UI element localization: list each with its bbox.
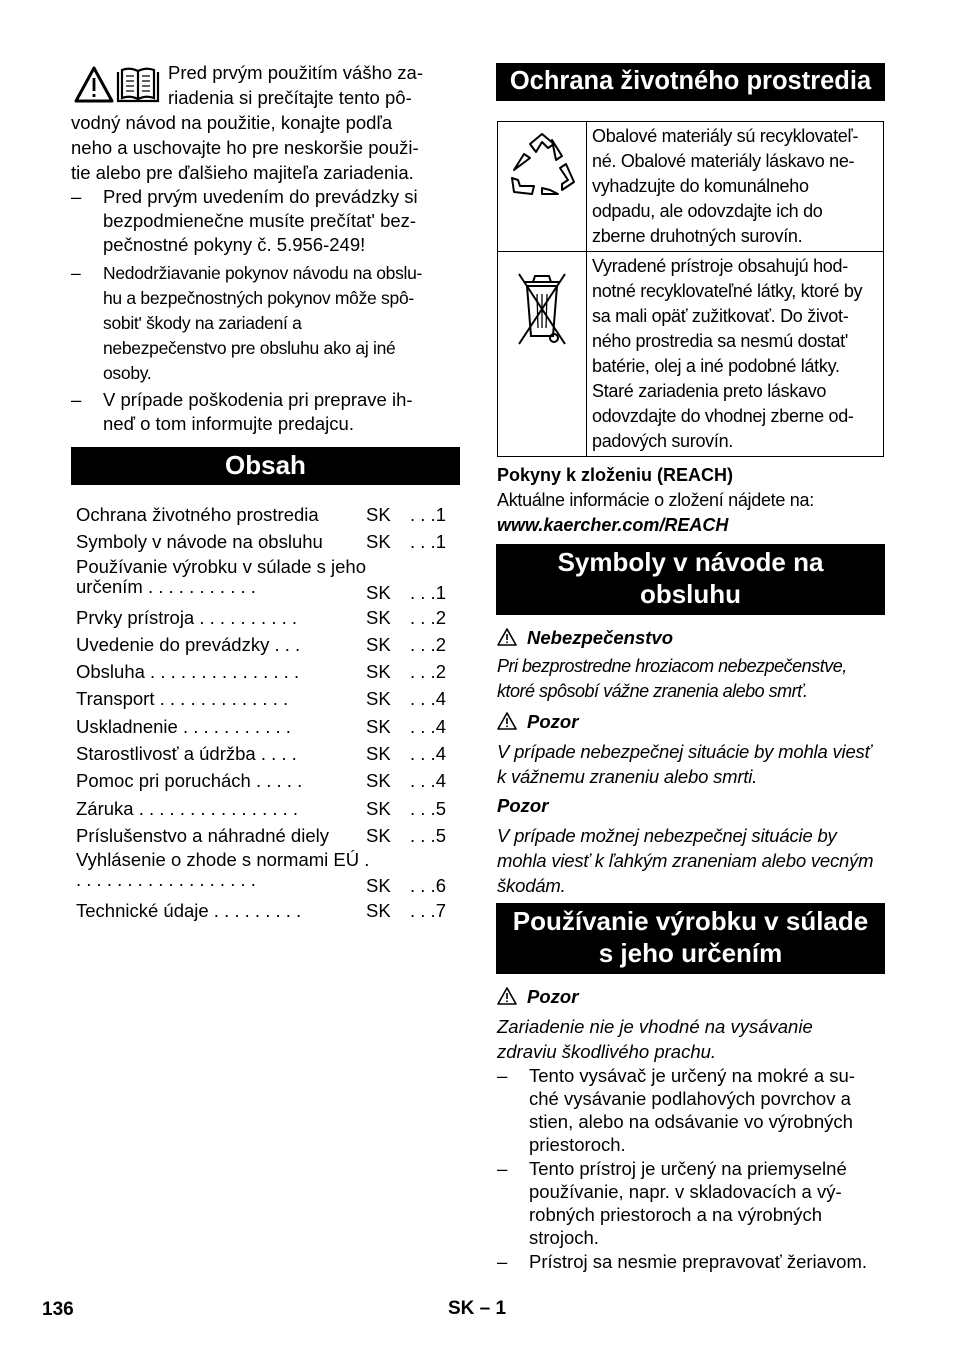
- recycle-icon-cell: [498, 122, 587, 252]
- toc-lang: SK: [366, 606, 391, 628]
- list-item-line: osoby.: [103, 363, 152, 383]
- list-item-line: – Tento vysávač je určený na mokré a su-: [529, 1065, 855, 1086]
- toc-page: . . .4: [410, 688, 446, 710]
- list-item-line: pečnostné pokyny č. 5.956-249!: [103, 234, 366, 255]
- symbols-heading-line: obsluhu: [639, 579, 742, 609]
- toc-title: Transport . . . . . . . . . . . . .: [76, 688, 289, 710]
- toc-entry[interactable]: [76, 557, 456, 605]
- toc-entry[interactable]: [76, 898, 456, 925]
- toc-title: Prvky prístroja . . . . . . . . . .: [76, 606, 298, 628]
- toc-entry[interactable]: [76, 686, 456, 713]
- caution-line: k vážnemu zraneniu alebo smrti.: [497, 766, 758, 787]
- toc-lang: SK: [366, 504, 391, 525]
- toc-title: Ochrana životného prostredia: [76, 504, 319, 525]
- note-heading: Pozor: [497, 795, 549, 816]
- recycle-line: zberne druhotných surovín.: [592, 226, 803, 246]
- usage-heading: [496, 903, 885, 974]
- recycle-line: Obalové materiály sú recyklovateľ-: [592, 126, 859, 146]
- intro-list: [71, 185, 471, 260]
- environment-heading: Ochrana životného prostredia: [496, 63, 885, 101]
- table-row: [498, 252, 884, 457]
- toc-title: Technické údaje . . . . . . . . .: [76, 900, 302, 922]
- toc-page: . . .1: [410, 531, 446, 553]
- toc-entry[interactable]: [76, 768, 456, 795]
- toc-title: Vyhlásenie o zhode s normami EÚ . . . . . . . . . . . . . . . . . . .: [76, 850, 370, 891]
- intro-line: vodný návod na použitie, konajte podľa: [71, 112, 393, 133]
- toc-entry[interactable]: [76, 714, 456, 741]
- list-item-line: – Nedodržiavanie pokynov návodu na obslu-: [103, 263, 423, 283]
- recycle-text: [587, 122, 884, 252]
- bin-icon-cell: [498, 252, 587, 457]
- caution-label: Pozor: [527, 711, 579, 732]
- section-page-label: SK – 1: [448, 1298, 507, 1319]
- list-item: [497, 1064, 889, 1156]
- caution-heading: [497, 710, 578, 734]
- toc-title: Symboly v návode na obsluhu: [76, 531, 323, 553]
- list-item: [497, 1157, 889, 1249]
- toc-entry[interactable]: [76, 796, 456, 823]
- recycle-line: vyhadzujte do komunálneho: [592, 176, 809, 196]
- toc-page: . . .2: [410, 606, 446, 628]
- note-line: V prípade možnej nebezpečnej situácie by: [497, 825, 837, 846]
- toc-title: Uvedenie do prevádzky . . .: [76, 633, 301, 655]
- usage-caution-line: zdraviu škodlivého prachu.: [497, 1041, 717, 1062]
- environment-table: [497, 121, 884, 457]
- toc-title: Príslušenstvo a náhradné diely: [76, 824, 329, 846]
- usage-heading-line: s jeho určením: [598, 938, 783, 968]
- list-item-line: používanie, napr. v skladovacích a vý-: [529, 1181, 842, 1202]
- symbols-heading-line: Symboly v návode na: [557, 547, 824, 577]
- list-item-line: stien, alebo na odsávanie vo výrobných: [529, 1111, 853, 1132]
- list-item-line: strojoch.: [529, 1227, 599, 1248]
- toc-page: . . .7: [410, 900, 446, 922]
- intro-paragraph: [71, 60, 471, 185]
- toc-entry[interactable]: [76, 659, 456, 686]
- disposal-line: Vyradené prístroje obsahujú hod-: [592, 256, 848, 276]
- toc-lang: SK: [366, 875, 391, 897]
- toc-page: . . .2: [410, 633, 446, 655]
- crossed-bin-icon: [507, 264, 577, 354]
- toc-entry[interactable]: [76, 632, 456, 659]
- reach-text: Aktuálne informácie o zložení nájdete na:: [497, 490, 814, 510]
- intro-line: riadenia si prečítajte tento pô-: [168, 87, 412, 108]
- caution-line: V prípade nebezpečnej situácie by mohla viesť: [497, 741, 871, 762]
- intro-line: neho a uschovajte ho pre neskoršie použi-: [71, 137, 419, 158]
- toc-page: . . .4: [410, 743, 446, 765]
- intro-list: [71, 261, 471, 386]
- toc-page: . . .1: [410, 581, 446, 603]
- toc-page: . . .6: [410, 875, 446, 897]
- usage-caution-label: Pozor: [527, 986, 579, 1007]
- warning-triangle-icon: [497, 712, 517, 730]
- list-item: [71, 261, 471, 386]
- list-item-line: ché vysávanie podlahových povrchov a: [529, 1088, 851, 1109]
- recycle-icon: [502, 122, 582, 232]
- disposal-line: batérie, olej a iné podobné látky.: [592, 356, 840, 376]
- toc-lang: SK: [366, 715, 391, 737]
- toc-lang: SK: [366, 797, 391, 819]
- table-of-contents: [76, 502, 456, 926]
- list-item-line: nebezpečenstvo pre obsluhu ako aj iné: [103, 338, 396, 358]
- toc-title: Uskladnenie . . . . . . . . . . .: [76, 715, 291, 737]
- page-number: 136: [42, 1299, 74, 1320]
- intro-line: Pred prvým použitím vášho za-: [168, 62, 423, 83]
- usage-heading-line: Používanie výrobku v súlade: [512, 906, 869, 936]
- symbols-heading: [496, 544, 885, 615]
- disposal-line: notné recyklovateľné látky, ktoré by: [592, 281, 863, 301]
- caution-text: [497, 739, 871, 789]
- toc-title: Obsluha . . . . . . . . . . . . . . .: [76, 661, 300, 683]
- list-item-line: sobit' škody na zariadení a: [103, 313, 302, 333]
- list-item: [497, 1250, 889, 1273]
- toc-lang: SK: [366, 531, 391, 553]
- danger-text: [497, 654, 847, 704]
- list-item-line: – V prípade poškodenia pri preprave ih-: [103, 389, 413, 410]
- note-line: škodám.: [497, 875, 566, 896]
- danger-heading: [497, 626, 673, 650]
- toc-page: . . .1: [410, 504, 446, 525]
- intro-line: tie alebo pre ďalšieho majiteľa zariadenia.: [71, 162, 414, 183]
- list-item-line: neď o tom informujte predajcu.: [103, 413, 354, 434]
- recycle-line: odpadu, ale odovzdajte ich do: [592, 201, 823, 221]
- toc-entry[interactable]: [76, 823, 456, 850]
- usage-caution-text: [497, 1014, 813, 1064]
- toc-title: Používanie výrobku v súlade s jeho určením . . . . . . . . . . .: [76, 556, 367, 597]
- toc-entry[interactable]: [76, 529, 456, 556]
- toc-page: . . .2: [410, 661, 446, 683]
- toc-lang: SK: [366, 900, 391, 922]
- toc-page: . . .5: [410, 824, 446, 846]
- list-item-line: – Pred prvým uvedením do prevádzky si: [103, 186, 418, 207]
- list-item-line: – Prístroj sa nesmie prepravovať žeriavom.: [529, 1251, 868, 1272]
- usage-caution-heading: [497, 985, 578, 1009]
- note-line: mohla viesť k ľahkým zraneniam alebo vecným: [497, 850, 874, 871]
- disposal-line: odovzdajte do vhodnej zberne od-: [592, 406, 854, 426]
- list-item-line: bezpodmienečne musíte prečítat' bez-: [103, 210, 417, 231]
- toc-entry[interactable]: [76, 850, 456, 898]
- note-text: [497, 823, 873, 898]
- reach-title: Pokyny k zloženiu (REACH): [497, 465, 734, 485]
- table-row: [498, 122, 884, 252]
- toc-lang: SK: [366, 581, 391, 603]
- toc-page: . . .4: [410, 715, 446, 737]
- list-item: [71, 185, 471, 257]
- list-item-line: hu a bezpečnostných pokynov môže spô-: [103, 288, 414, 308]
- usage-list: [497, 1064, 889, 1273]
- toc-title: Pomoc pri poruchách . . . . .: [76, 770, 303, 792]
- toc-page: . . .5: [410, 797, 446, 819]
- disposal-line: sa mali opäť zužitkovať. Do život-: [592, 306, 849, 326]
- list-item-line: priestoroch.: [529, 1134, 626, 1155]
- reach-url-link[interactable]: www.kaercher.com/REACH: [497, 515, 729, 535]
- list-item-line: – Tento prístroj je určený na priemyselné: [529, 1158, 847, 1179]
- toc-entry[interactable]: [76, 605, 456, 632]
- toc-lang: SK: [366, 661, 391, 683]
- toc-lang: SK: [366, 743, 391, 765]
- list-item-line: robných priestoroch a na výrobných: [529, 1204, 823, 1225]
- toc-lang: SK: [366, 770, 391, 792]
- toc-entry[interactable]: [76, 502, 456, 529]
- warning-triangle-icon: [497, 987, 517, 1005]
- obsah-heading: Obsah: [71, 447, 460, 485]
- danger-label: Nebezpečenstvo: [527, 627, 673, 648]
- disposal-line: Staré zariadenia preto láskavo: [592, 381, 827, 401]
- warning-triangle-icon: [497, 628, 517, 646]
- danger-line: ktoré spôsobí vážne zranenia alebo smrť.: [497, 681, 808, 701]
- disposal-text: [587, 252, 884, 457]
- toc-title: Záruka . . . . . . . . . . . . . . . .: [76, 797, 299, 819]
- toc-lang: SK: [366, 824, 391, 846]
- intro-list: [71, 388, 471, 436]
- disposal-line: padových surovín.: [592, 431, 733, 451]
- toc-lang: SK: [366, 688, 391, 710]
- danger-line: Pri bezprostredne hroziacom nebezpečenstve,: [497, 656, 847, 676]
- usage-caution-line: Zariadenie nie je vhodné na vysávanie: [497, 1016, 813, 1037]
- toc-page: . . .4: [410, 770, 446, 792]
- toc-lang: SK: [366, 633, 391, 655]
- toc-title: Starostlivosť a údržba . . . .: [76, 743, 297, 765]
- toc-entry[interactable]: [76, 741, 456, 768]
- disposal-line: ného prostredia sa nesmú dostat': [592, 331, 848, 351]
- recycle-line: né. Obalové materiály láskavo ne-: [592, 151, 855, 171]
- list-item: [71, 388, 471, 436]
